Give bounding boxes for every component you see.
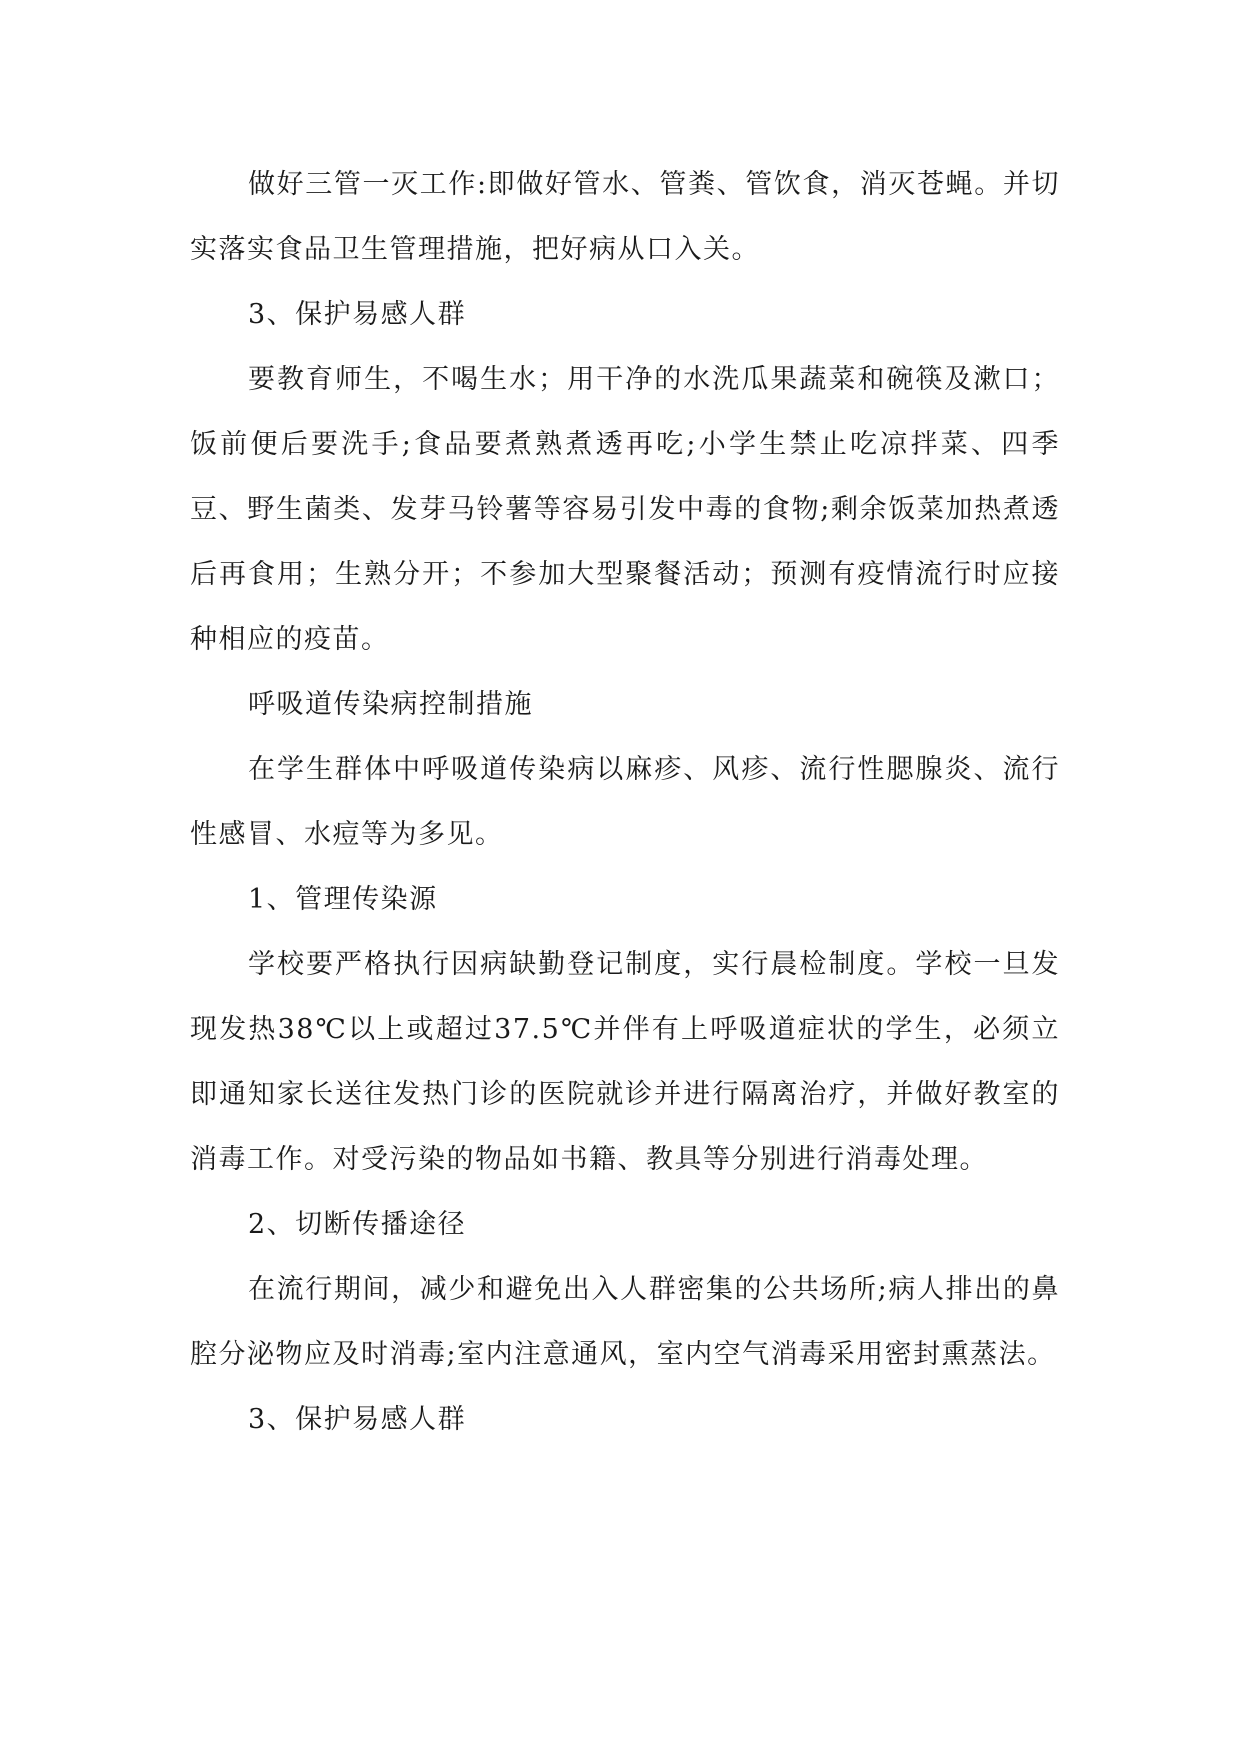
paragraph-epidemic-period: 在流行期间，减少和避免出入人群密集的公共场所;病人排出的鼻腔分泌物应及时消毒;室内注意通风，室内空气消毒采用密封熏蒸法。 (190, 1274, 1060, 1370)
paragraph-education-hygiene: 要教育师生，不喝生水；用干净的水洗瓜果蔬菜和碗筷及漱口；饭前便后要洗手;食品要煮熟煮透再吃;小学生禁止吃凉拌菜、四季豆、野生菌类、发芽马铃薯等容易引发中毒的食物;剩余饭菜加热煮透后再食用；生熟分开；不参加大型聚餐活动；预测有疫情流行时应接种相应的疫苗。 (190, 364, 1060, 655)
paragraph-respiratory-common: 在学生群体中呼吸道传染病以麻疹、风疹、流行性腮腺炎、流行性感冒、水痘等为多见。 (190, 754, 1060, 850)
heading-respiratory-control: 呼吸道传染病控制措施 (248, 689, 533, 720)
heading-protect-susceptible-1: 3、保护易感人群 (248, 299, 467, 330)
document-body (190, 152, 1060, 1452)
heading-manage-source: 1、管理传染源 (248, 884, 438, 915)
paragraph-absence-morning-check: 学校要严格执行因病缺勤登记制度，实行晨检制度。学校一旦发现发热38℃以上或超过37.5℃并伴有上呼吸道症状的学生，必须立即通知家长送往发热门诊的医院就诊并进行隔离治疗，并做好教室的消毒工作。对受污染的物品如书籍、教具等分别进行消毒处理。 (190, 949, 1060, 1175)
paragraph-three-controls: 做好三管一灭工作:即做好管水、管粪、管饮食，消灭苍蝇。并切实落实食品卫生管理措施，把好病从口入关。 (190, 169, 1060, 265)
heading-protect-susceptible-2: 3、保护易感人群 (248, 1404, 467, 1435)
heading-cut-transmission: 2、切断传播途径 (248, 1209, 467, 1240)
